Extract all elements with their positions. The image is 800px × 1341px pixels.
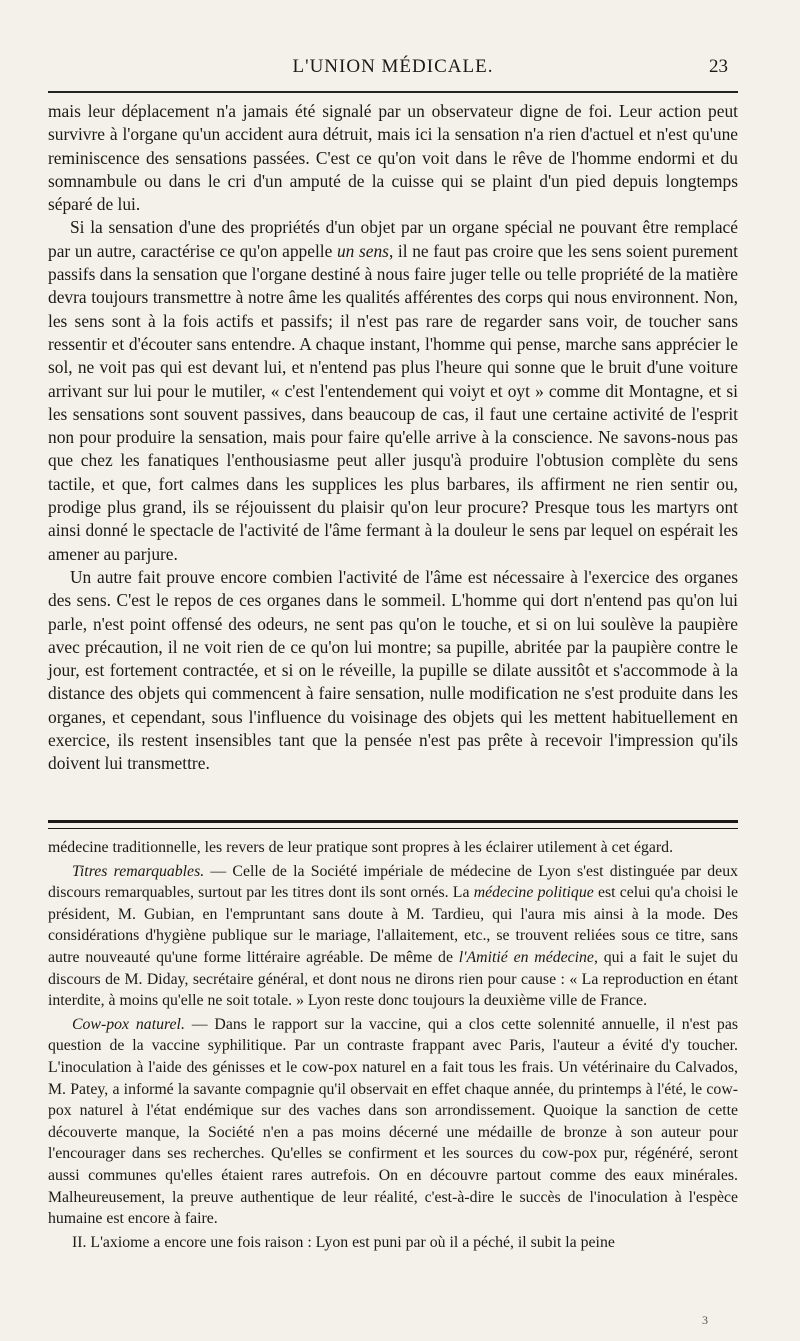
paragraph-3: Un autre fait prouve encore combien l'activité de l'âme est nécessaire à l'exercice des organes des sens. C'est le repos de ces organes dans le sommeil. L'homme qui dort n'entend pas qu'on lui parle, n'est point offensé des odeurs, ne sent pas qu'on le touche, et si on lui soulève la paupière avec précaution, il ne voit rien de ce qu'on lui montre; sa pupille, abritée par la paupière contre le jour, est fortement contractée, et si on le réveille, la pupille se dilate aussitôt et s'accommode à la distance des objets qui commencent à faire sensation, nulle modification ne s'est produite dans les organes, et cependant, sous l'influence du voisinage des objets qui les mettent habituellement en exercice, ils restent insensibles tant que la pensée n'est pas prête à recevoir l'impression qu'ils doivent lui transmettre. — [48, 566, 738, 774]
feuilleton-paragraph-axiome: II. L'axiome a encore une fois raison : Lyon est puni par où il a péché, il subit la peine — [72, 1233, 615, 1251]
feuilleton-paragraph-cowpox: Cow-pox naturel. — Dans le rapport sur la vaccine, qui a clos cette solennité annuelle, il n'est pas question de la vaccine syphilitique. Par un contraste frappant avec Paris, l'auteur a évité d'y toucher. L'inoculation à l'aide des génisses et le cow-pox naturel en a fait tous les frais. Un vétérinaire du Calvados, M. Patey, a informé la savante compagnie qu'il observait en effet chaque année, du printemps à l'été, le cow-pox naturel à l'état endémique sur des vaches dans son arrondissement. Quoique la sanction de cette découverte manque, la Société n'en a pas moins décerné une médaille de bronze à son auteur pour l'encourager dans ses recherches. Qu'elles se confirment et les sources du cow-pox pur, régénéré, seront aussi communes qu'elles étaient rares autrefois. On en découvre partout comme des eaux minérales. Malheureusement, la preuve authentique de leur réalité, c'est-à-dire le succès de l'inoculation à l'espèce humaine est encore à faire. — [48, 1015, 738, 1228]
section-double-rule — [48, 820, 738, 829]
heading-cow-pox-naturel: Cow-pox naturel. — [72, 1015, 185, 1033]
paragraph-2: Si la sensation d'une des propriétés d'un objet par un organe spécial ne pouvant être remplacé par un autre, caractérise ce qu'on appelle un sens, il ne faut pas croire que les sens soient purement passifs dans la sensation que l'organe destiné à nous faire juger telle ou telle propriété de la matière devra toujours transmettre à notre âme les qualités afférentes des corps qui nous environnent. Non, les sens sont à la fois actifs et passifs; il n'est pas rare de regarder sans voir, de toucher sans ressentir et d'écouter sans entendre. A chaque instant, l'homme qui pense, marche sans apprécier le sol, ne voit pas qui est devant lui, et n'entend pas plus l'heure qui sonne que le bruit d'une voiture arrivant sur lui pour le mutiler, « c'est l'entendement qui voiyt et oyt » comme dit Montagne, et si les sensations sont souvent passives, dans beaucoup de cas, il faut une certaine activité de l'esprit non pour produire la sensation, mais pour faire qu'elle arrive à la conscience. Ne savons-nous pas que chez les fanatiques l'enthousiasme peut aller jusqu'à produire l'obtusion complète du sens tactile, et que, fort calmes dans les supplices les plus barbares, ils affirment ne rien sentir ou, prodige plus grand, ils se réjouissent du plaisir qu'on leur procure? Presque tous les martyrs ont ainsi donné le spectacle de l'activité de l'âme fermant à la douleur le sens par lequel on espérait les amener au parjure. — [48, 217, 738, 564]
emphasis-un-sens: un sens — [336, 240, 389, 261]
signature-mark: 3 — [702, 1313, 708, 1327]
heading-titres-remarquables: Titres remarquables. — [72, 862, 205, 880]
feuilleton-paragraph-titres: Titres remarquables. — Celle de la Société impériale de médecine de Lyon s'est distinguée par deux discours remarquables, surtout par les titres dont ils sont ornés. La médecine politique est celui qu'a choisi le président, M. Gubian, en l'empruntant sans doute à M. Tardieu, qui l'aura mis ainsi à la mode. Des considérations d'hygiène publique sur le mariage, l'allaitement, etc., se trouvent reliées sous ce titre, sans autre nouveauté qu'une forme littéraire agréable. De même de l'Amitié en médecine, qui a fait le sujet du discours de M. Diday, secrétaire général, et dont nous ne dirons rien pour cause : « La reproduction en étant interdite, à moins qu'elle ne soit totale. » Lyon reste donc toujours la deuxième ville de France. — [48, 862, 738, 1010]
paragraph-1: mais leur déplacement n'a jamais été signalé par un observateur digne de foi. Leur action peut survivre à l'organe qu'un accident aura détruit, mais ici la sensation n'a rien d'actuel et n'est qu'une reminiscence des sensations passées. C'est ce qu'on voit dans le rêve de l'homme endormi et du somnambule ou dans le cri d'un amputé de la cuisse qui se plaint d'un pied depuis longtemps séparé de lui. — [48, 101, 738, 215]
page-number: 23 — [709, 56, 728, 77]
main-article — [48, 100, 738, 776]
feuilleton-paragraph-1: médecine traditionnelle, les revers de leur pratique sont propres à les éclairer utilement à cet égard. — [48, 839, 674, 856]
running-header — [48, 54, 738, 84]
journal-title: L'UNION MÉDICALE. — [292, 56, 494, 77]
feuilleton-section — [48, 837, 738, 1253]
header-rule — [48, 91, 738, 93]
